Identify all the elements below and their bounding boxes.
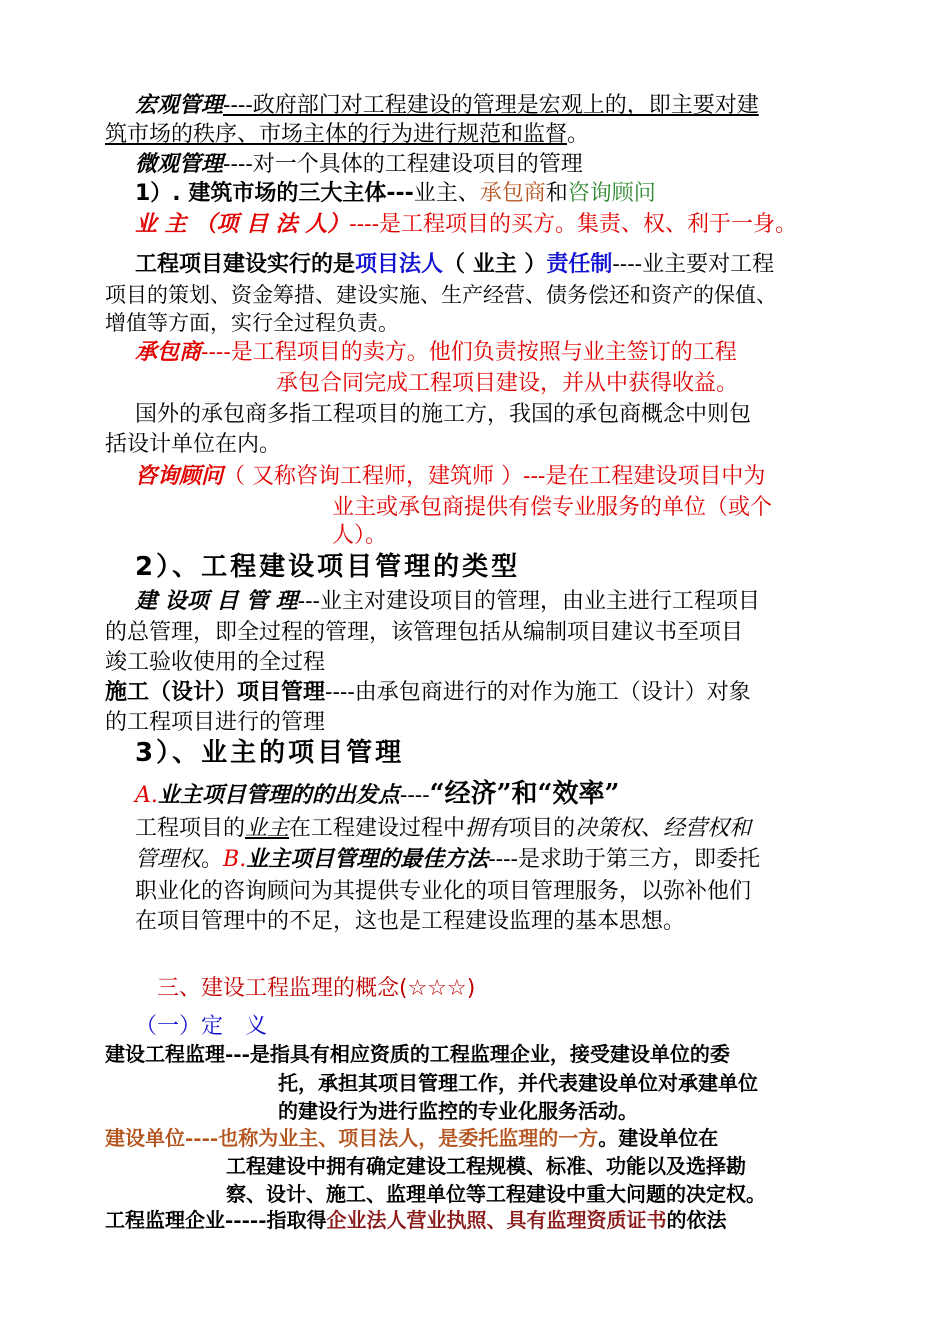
section-2-heading: 2）、工程建设项目管理的类型 xyxy=(135,552,521,582)
macro-management-line-2 xyxy=(105,122,589,147)
term-design-pm: 施工（设计）项目管理 xyxy=(105,680,326,705)
consultant-text: ---是在工程建设项目中为 xyxy=(523,464,766,489)
macro-management-cont: 筑市场的秩序、市场主体的行为进行规范和监督 xyxy=(105,122,568,147)
construction-pm-text: ---业主对建设项目的管理，由业主进行工程项目 xyxy=(297,589,760,614)
legal-person-line xyxy=(135,252,774,277)
foreign-contractor-line-2: 括设计单位在内。 xyxy=(105,432,282,457)
starting-point-line xyxy=(135,780,619,810)
micro-management-text: ----对一个具体的工程建设项目的管理 xyxy=(223,152,583,177)
term-supervision: 建设工程监理 xyxy=(105,1042,225,1066)
rights-text-3: 项目的 xyxy=(509,816,576,841)
economy-efficiency: “经济”和“效率” xyxy=(429,779,620,809)
employer-definition xyxy=(105,1127,718,1150)
macro-management-text: ----政府部门对工程建设的管理是宏观上的，即主要对建 xyxy=(223,93,759,118)
supervision-text: ---是指具有相应资质的工程监理企业，接受建设单位的委 xyxy=(225,1042,730,1066)
design-pm-text: ----由承包商进行的对作为施工（设计）对象 xyxy=(325,680,751,705)
supervisor-company-text: 的依法 xyxy=(666,1208,727,1232)
term-starting-point: 业主项目管理的的出发点 xyxy=(157,782,400,808)
construction-pm-line-3: 竣工验收使用的全过程 xyxy=(105,650,326,675)
consultant-definition xyxy=(135,464,765,489)
rights-sep: 、 xyxy=(641,816,664,841)
term-consultant: 咨询顾问 xyxy=(135,463,224,489)
owner-paren: （ 业主 ） xyxy=(443,251,547,277)
rights-and: 和 xyxy=(729,816,752,841)
best-method-line xyxy=(135,847,760,872)
section-three-heading: 三、建设工程监理的概念(☆☆☆) xyxy=(157,976,476,1001)
three-subjects-label: 1）. 建筑市场的三大主体--- xyxy=(135,181,414,206)
rights-decision: 决策权 xyxy=(575,816,642,841)
rights-have: 拥有 xyxy=(465,816,510,841)
design-pm-line xyxy=(105,680,751,705)
design-pm-line-2: 的工程项目进行的管理 xyxy=(105,710,326,735)
legal-person-text: ----业主要对工程 xyxy=(612,252,775,277)
legal-person-prefix: 工程项目建设实行的是 xyxy=(135,251,356,277)
label-b: B. xyxy=(223,847,247,872)
consultant-alias: （ 又称咨询工程师，建筑师 ） xyxy=(223,464,524,489)
period-2: 。 xyxy=(201,847,224,872)
contractor-word: 承包商 xyxy=(479,181,546,206)
owner-text: ----是工程项目的买方。集责、权、利于一身。 xyxy=(349,212,798,237)
term-micro-management: 微观管理 xyxy=(135,151,224,177)
period: 。 xyxy=(567,122,590,147)
employer-term: 建设单位----也称为业主、项目法人，是委托监理的一方 xyxy=(105,1126,599,1150)
term-owner: 业 主 （项 目 法 人） xyxy=(135,211,350,237)
label-a: A. xyxy=(135,783,158,808)
best-method-line-2: 职业化的咨询顾问为其提供专业化的项目管理服务，以弥补他们 xyxy=(135,879,752,904)
term-macro-management: 宏观管理 xyxy=(135,92,224,118)
license-text: 企业法人营业执照、具有监理资质证书 xyxy=(326,1208,667,1232)
supervisor-company-term: 工程监理企业-----指取得 xyxy=(105,1208,327,1232)
contractor-definition-2: 承包合同完成工程项目建设，并从中获得收益。 xyxy=(276,371,739,396)
legal-person-line-2: 项目的策划、资金筹措、建设实施、生产经营、债务偿还和资产的保值、 xyxy=(105,283,777,307)
dash: ---- xyxy=(399,783,430,808)
term-construction-pm: 建 设项 目 管 理 xyxy=(135,588,298,614)
section-3-heading: 3）、业主的项目管理 xyxy=(135,738,405,768)
legal-person-line-3: 增值等方面，实行全过程负责。 xyxy=(105,311,399,335)
best-method-line-3: 在项目管理中的不足，这也是工程建设监理的基本思想。 xyxy=(135,909,686,934)
micro-management-line xyxy=(135,152,583,177)
employer-text: 。建设单位在 xyxy=(598,1126,719,1150)
rights-operation: 经营权 xyxy=(663,816,730,841)
foreign-contractor-line: 国外的承包商多指工程项目的施工方，我国的承包商概念中则包 xyxy=(135,402,752,427)
and-word: 和 xyxy=(545,181,568,206)
rights-owner: 业主 xyxy=(245,816,290,841)
term-contractor: 承包商 xyxy=(135,339,202,365)
owner-definition xyxy=(135,212,797,237)
definition-heading: （一）定 义 xyxy=(135,1014,268,1039)
contractor-text: ----是工程项目的卖方。他们负责按照与业主签订的工程 xyxy=(201,340,737,365)
responsibility-term: 责任制 xyxy=(546,251,613,277)
supervision-definition xyxy=(105,1043,730,1066)
rights-text-2: 在工程建设过程中 xyxy=(289,816,466,841)
legal-person-term: 项目法人 xyxy=(355,251,444,277)
employer-definition-3: 察、设计、施工、监理单位等工程建设中重大问题的决定权。 xyxy=(226,1182,766,1206)
rights-management: 管理权 xyxy=(135,847,202,872)
best-method-text: ----是求助于第三方，即委托 xyxy=(488,847,760,872)
three-subjects-heading xyxy=(135,181,656,206)
construction-pm-line-2: 的总管理，即全过程的管理，该管理包括从编制项目建议书至项目 xyxy=(105,620,744,645)
employer-definition-2: 工程建设中拥有确定建设工程规模、标准、功能以及选择勘 xyxy=(226,1154,746,1178)
macro-management-line xyxy=(135,93,759,118)
supervision-definition-3: 的建设行为进行监控的专业化服务活动。 xyxy=(278,1099,638,1123)
contractor-definition xyxy=(135,340,737,365)
term-best-method: 业主项目管理的最佳方法 xyxy=(246,846,489,872)
supervisor-company-definition xyxy=(105,1209,727,1232)
consultant-definition-2: 业主或承包商提供有偿专业服务的单位（或个 xyxy=(332,495,773,520)
rights-text-1: 工程项目的 xyxy=(135,816,246,841)
owner-word: 业主、 xyxy=(413,181,480,206)
consultant-definition-3: 人）。 xyxy=(332,523,388,548)
construction-pm-line xyxy=(135,589,760,614)
owner-rights-line xyxy=(135,816,751,841)
supervision-definition-2: 托，承担其项目管理工作，并代表建设单位对承建单位 xyxy=(278,1071,758,1095)
consultant-word: 咨询顾问 xyxy=(567,181,656,206)
